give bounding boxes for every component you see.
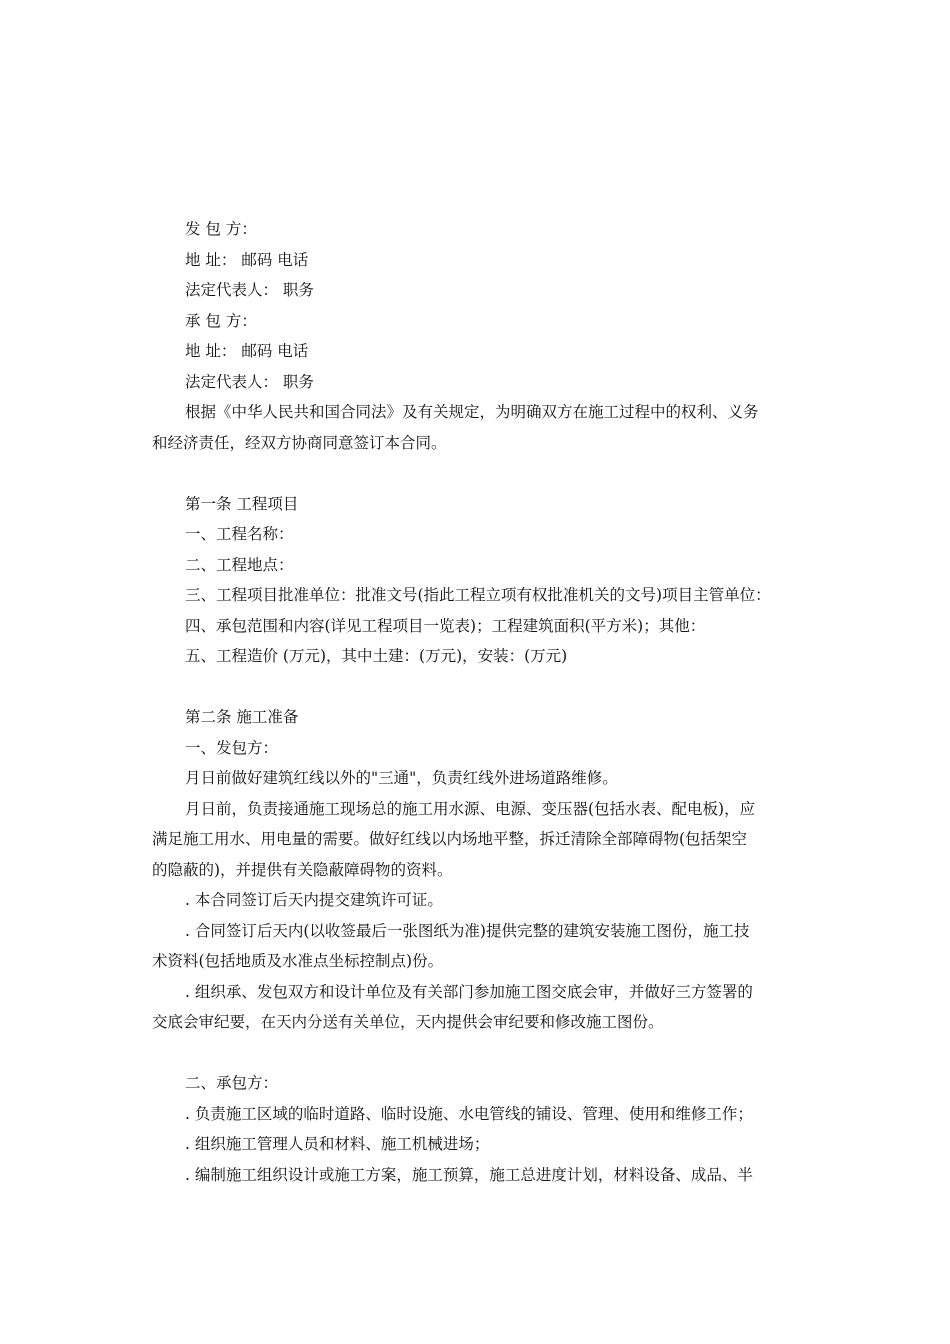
employer-duties-heading: 一、发包方： <box>185 738 279 757</box>
employer-duty-paragraph: 月日前做好建筑红线以外的"三通"，负责红线外进场道路维修。 <box>185 769 618 787</box>
employer-duty-paragraph: 满足施工用水、用电量的需要。做好红线以内场地平整，拆迁清除全部障碍物(包括架空 <box>152 830 748 848</box>
article-1-item: 三、工程项目批准单位：批准文号(指此工程立项有权批准机关的文号)项目主管单位： <box>185 586 771 604</box>
article-1-title: 第一条 工程项目 <box>185 494 299 513</box>
preamble-line: 根据《中华人民共和国合同法》及有关规定，为明确双方在施工过程中的权利、义务 <box>185 403 759 421</box>
contractor-address: 地 址： 邮码 电话 <box>185 342 309 360</box>
article-1-item: 一、工程名称： <box>185 525 294 543</box>
contractor-duty-paragraph: . 编制施工组织设计或施工方案，施工预算，施工总进度计划，材料设备、成品、半 <box>185 1165 753 1184</box>
employer-representative: 法定代表人： 职务 <box>185 281 314 299</box>
employer-duty-paragraph: . 本合同签订后天内提交建筑许可证。 <box>185 891 443 909</box>
employer-label: 发 包 方： <box>185 220 257 238</box>
article-1-item: 四、承包范围和内容(详见工程项目一览表)；工程建筑面积(平方米)；其他： <box>185 616 706 635</box>
contractor-duty-paragraph: . 组织施工管理人员和材料、施工机械进场； <box>185 1135 490 1153</box>
article-1-item: 五、工程造价 (万元)，其中土建：(万元)，安装：(万元) <box>185 647 568 665</box>
article-2-title: 第二条 施工准备 <box>185 708 299 726</box>
employer-duty-paragraph: 月日前，负责接通施工现场总的施工用水源、电源、变压器(包括水表、配电板)，应 <box>185 799 756 818</box>
preamble-line: 和经济责任，经双方协商同意签订本合同。 <box>152 433 447 452</box>
contractor-label: 承 包 方： <box>185 311 257 330</box>
employer-duty-paragraph: 的隐蔽的)，并提供有关隐蔽障碍物的资料。 <box>152 860 453 879</box>
employer-address: 地 址： 邮码 电话 <box>185 250 309 269</box>
article-1-item: 二、工程地点： <box>185 555 294 574</box>
contractor-duty-paragraph: . 负责施工区域的临时道路、临时设施、水电管线的铺设、管理、使用和维修工作； <box>185 1104 753 1123</box>
employer-duty-paragraph: 术资料(包括地质及水准点坐标控制点)份。 <box>152 952 444 970</box>
spacer <box>152 1038 812 1069</box>
contractor-duties-heading: 二、承包方： <box>185 1074 279 1092</box>
contract-body <box>152 214 812 1190</box>
spacer <box>152 672 812 703</box>
employer-duty-paragraph: . 组织承、发包双方和设计单位及有关部门参加施工图交底会审，并做好三方签署的 <box>185 982 753 1001</box>
spacer <box>152 458 812 489</box>
employer-duty-paragraph: 交底会审纪要，在天内分送有关单位，天内提供会审纪要和修改施工图份。 <box>152 1013 664 1031</box>
employer-duty-paragraph: . 合同签订后天内(以收签最后一张图纸为准)提供完整的建筑安装施工图份，施工技 <box>185 921 750 940</box>
contractor-representative: 法定代表人： 职务 <box>185 372 314 391</box>
